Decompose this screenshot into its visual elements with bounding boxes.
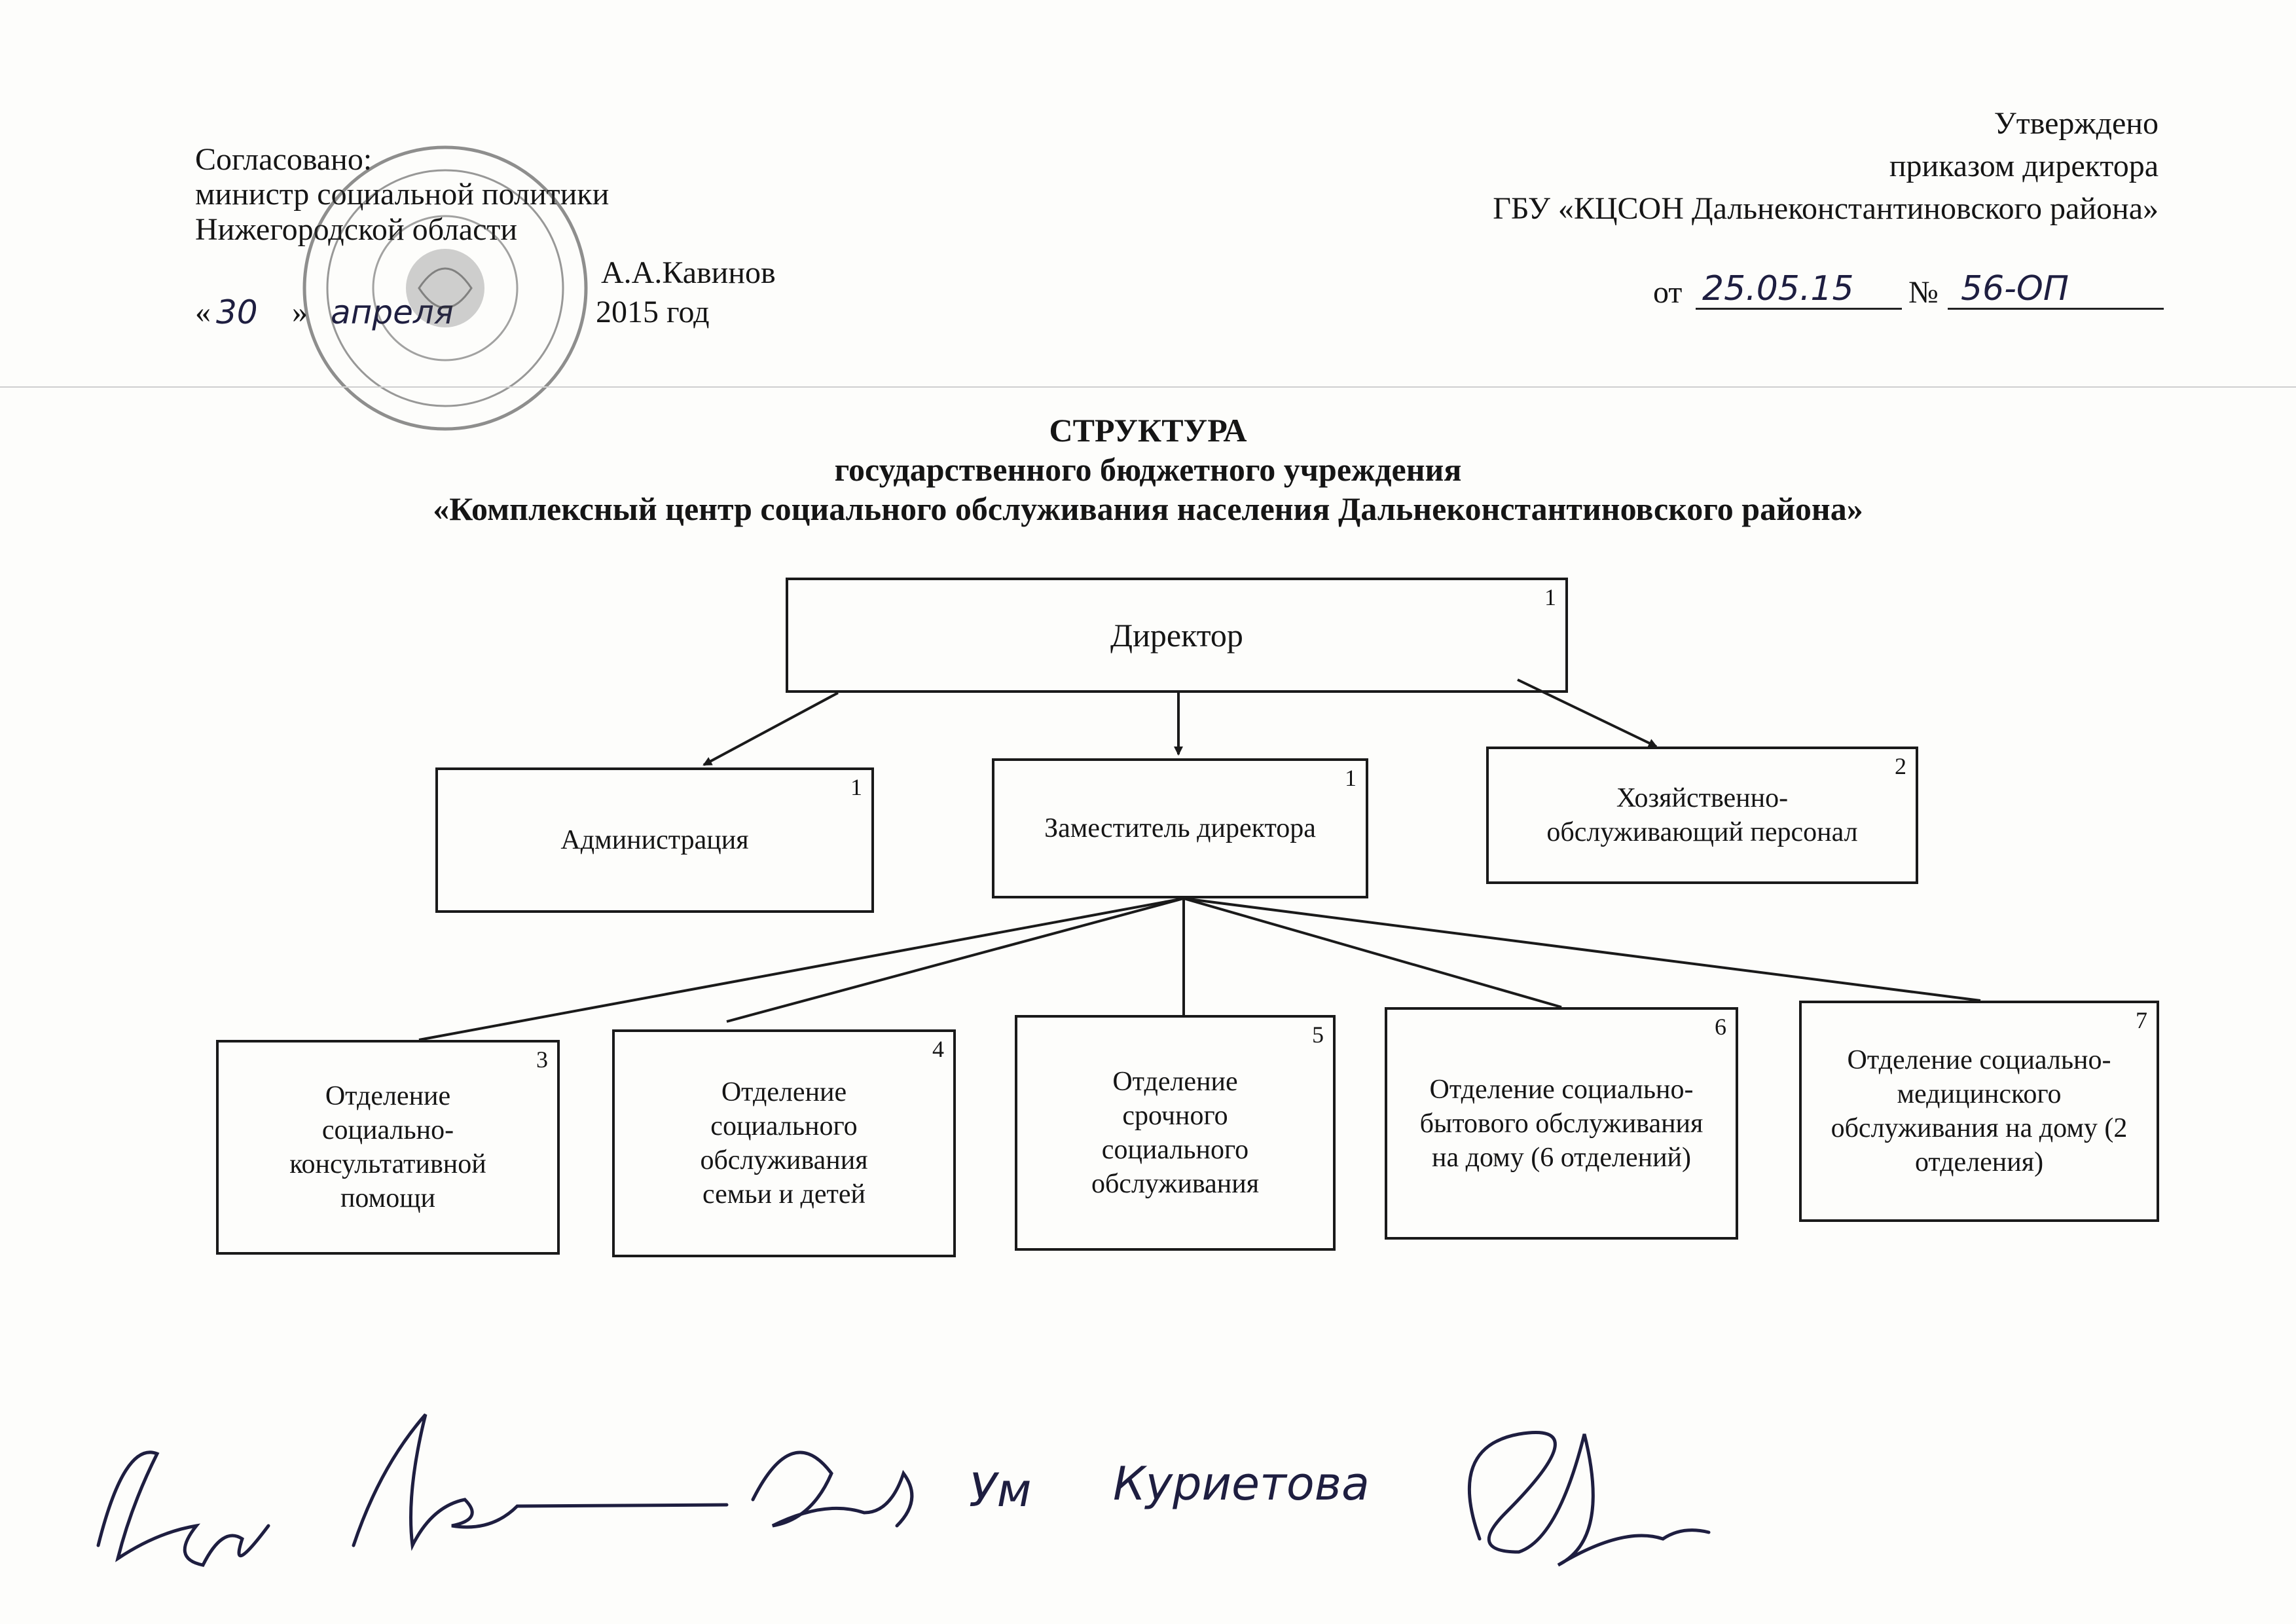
- approval-left-quote-close: »: [292, 295, 308, 329]
- count-deputy: 1: [1345, 765, 1357, 791]
- box-dept-home-social: [1385, 1007, 1738, 1240]
- label-dept-urgent: Отделение срочного социального обслуживания: [1091, 1067, 1260, 1199]
- approval-right-line2: приказом директора: [1889, 149, 2159, 183]
- count-dept-urgent: 5: [1312, 1022, 1324, 1048]
- approval-left-line1: Согласовано:: [195, 142, 373, 177]
- approval-left-year: 2015 год: [596, 295, 710, 329]
- approval-right-from-label: от: [1653, 275, 1683, 310]
- line-to-dept-home-social: [1184, 898, 1561, 1007]
- approval-left-day: 30: [216, 293, 258, 331]
- box-dept-urgent: [1015, 1015, 1336, 1251]
- count-dept-family: 4: [932, 1036, 944, 1062]
- signature-6: [1469, 1433, 1709, 1566]
- approval-left-line2: министр социальной политики: [195, 177, 610, 212]
- box-dept-consult: [216, 1040, 560, 1255]
- label-dept-home-social: Отделение социально-бытового обслуживания на дому (6 отделений): [1419, 1074, 1704, 1173]
- signature-5: Куриетова: [1113, 1457, 1370, 1511]
- label-administration: Администрация: [560, 825, 749, 855]
- count-director: 1: [1544, 584, 1556, 610]
- box-deputy: [992, 758, 1368, 898]
- signature-2: [354, 1414, 727, 1545]
- label-deputy: Заместитель директора: [1044, 813, 1316, 843]
- box-maintenance: [1486, 747, 1918, 884]
- count-dept-home-medical: 7: [2136, 1007, 2147, 1033]
- approval-right-date: 25.05.15: [1702, 269, 1854, 308]
- approval-right-line3: ГБУ «КЦСОН Дальнеконстантиновского района»: [1493, 191, 2159, 226]
- approval-right-number-label: №: [1908, 275, 1939, 310]
- signature-3: [753, 1452, 912, 1526]
- box-dept-family: [612, 1029, 956, 1257]
- approval-left-line3: Нижегородской области: [195, 212, 518, 247]
- box-dept-home-medical: [1799, 1001, 2159, 1222]
- count-maintenance: 2: [1895, 753, 1906, 779]
- label-dept-home-medical: Отделение социально-медицинского обслуживания на дому (2 отделения): [1831, 1045, 2128, 1177]
- line-to-dept-home-medical: [1184, 898, 1980, 1001]
- approval-right-line1: Утверждено: [1994, 106, 2159, 141]
- signature-4: Ум: [969, 1464, 1032, 1517]
- box-director: [786, 578, 1568, 693]
- signature-1: [98, 1452, 268, 1565]
- count-administration: 1: [850, 774, 862, 800]
- title-line2: государственного бюджетного учреждения: [834, 451, 1462, 488]
- label-director: Директор: [1110, 617, 1243, 654]
- count-dept-home-social: 6: [1715, 1014, 1726, 1040]
- approval-right-number: 56-ОП: [1961, 269, 2069, 308]
- approval-left-quote-open: «: [195, 295, 211, 329]
- title-line1: СТРУКТУРА: [1049, 412, 1247, 449]
- label-dept-consult: Отделение социально-консультативной помощи: [289, 1081, 486, 1213]
- line-to-dept-family: [727, 898, 1184, 1022]
- arrow-to-administration: [704, 693, 838, 765]
- title-line3: «Комплексный центр социального обслуживания населения Дальнеконстантиновского района»: [433, 490, 1863, 527]
- box-administration: [435, 767, 874, 913]
- approval-left-month: апреля: [331, 293, 454, 331]
- label-dept-family: Отделение социального обслуживания семьи и детей: [700, 1077, 868, 1209]
- label-maintenance: Хозяйственно-обслуживающий персонал: [1546, 783, 1858, 847]
- approval-left-signer: А.А.Кавинов: [601, 255, 776, 290]
- count-dept-consult: 3: [536, 1046, 548, 1073]
